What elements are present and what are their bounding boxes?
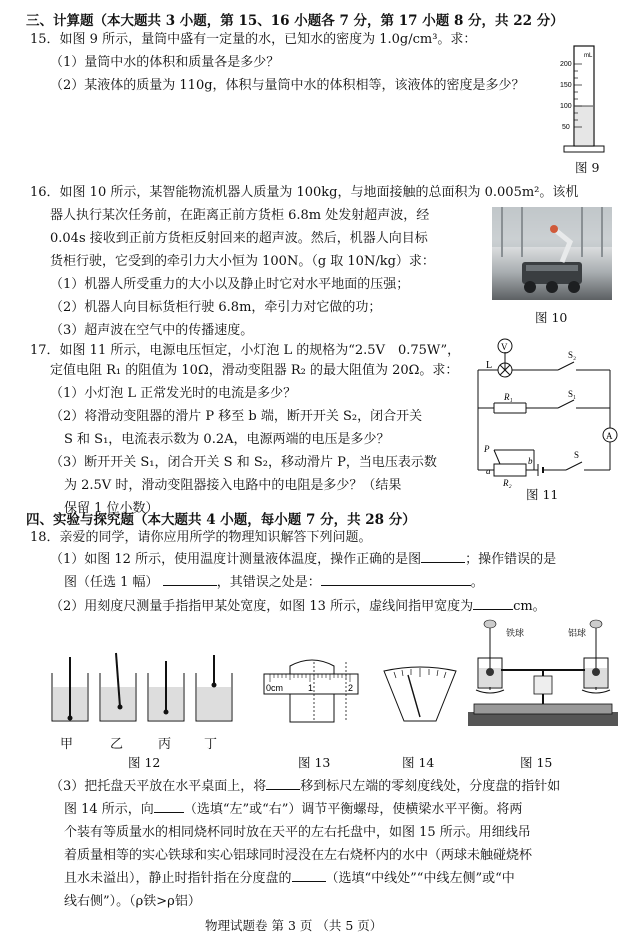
answer-blank-wrong-figure[interactable]	[163, 573, 217, 586]
cylinder-tick-200: 200	[560, 61, 572, 68]
section-3-title: 三、计算题（本大题共 3 小题，第 15、16 小题各 7 分，第 17 小题 8 分，共 22 分）	[26, 13, 564, 29]
ruler-two-label: 2	[348, 683, 354, 693]
q17-line2: 定值电阻 R₁ 的阻值为 10Ω，滑动变阻器 R₂ 的最大阻值为 20Ω。求：	[50, 363, 459, 378]
q17-sub1: （1）小灯泡 L 正常发光时的电流是多少？	[50, 386, 297, 401]
ruler-zero-label: 0cm	[266, 683, 284, 693]
switch-s2-label: S₂	[568, 350, 577, 360]
page-footer: 物理试题卷 第 3 页 （共 5 页）	[205, 918, 383, 933]
q16-line2: 器人执行某次任务前，在距离正前方货柜 6.8m 处发射超声波，经	[50, 208, 430, 223]
answer-blank-pointer[interactable]	[292, 869, 326, 882]
answer-blank-rider[interactable]	[266, 777, 300, 790]
answer-blank-correct-figure[interactable]	[421, 550, 465, 563]
q16-line3: 0.04s 接收到正前方货柜反射回来的超声波。然后，机器人向目标	[50, 231, 428, 246]
q16-line4: 货柜行驶，它受到的牵引力大小恒为 100N。（g 取 10N/kg）求：	[50, 254, 435, 269]
q18-sub3-line6: 线右侧”）。（ρ铁>ρ铝）	[64, 894, 201, 909]
ammeter-symbol: A	[606, 431, 613, 441]
slider-p-label: P	[484, 444, 490, 454]
q18-sub3-l1a: （3）把托盘天平放在水平桌面上，将	[50, 779, 267, 794]
ruler-finger-figure	[262, 660, 362, 728]
q18-sub3-l2b: （选填“左”或“右”）调节平衡螺母，使横梁水平平衡。将两	[183, 802, 523, 817]
lamp-label: L	[486, 360, 493, 371]
answer-blank-nail-width[interactable]	[473, 597, 513, 610]
beaker-label-bing: 丙	[158, 737, 172, 752]
q18-sub3-l1b: 移到标尺左端的零刻度线处，分度盘的指针如	[300, 779, 561, 794]
q18-sub3-l2a: 图 14 所示，向	[64, 802, 154, 817]
q18-sub1-line1	[50, 550, 556, 569]
q15-stem: 15．如图 9 所示，量筒中盛有一定量的水，已知水的密度为 1.0g/cm³。求：	[30, 32, 477, 47]
fig9-caption: 图 9	[575, 160, 600, 175]
ruler-one-label: 1	[308, 683, 314, 693]
switch-s-label: S	[574, 450, 580, 460]
q17-line1: 17．如图 11 所示，电源电压恒定，小灯泡 L 的规格为“2.5V 0.75W”，	[30, 343, 461, 358]
q18-sub3-line1	[50, 777, 560, 796]
q17-sub3a: （3）断开开关 S₁，闭合开关 S 和 S₂，移动滑片 P，当电压表示数	[50, 455, 437, 470]
cylinder-tick-100: 100	[560, 103, 572, 110]
q18-sub3-l5b: （选填“中线处”“中线左侧”或“中	[325, 871, 515, 886]
q18-sub1-line2	[64, 573, 484, 592]
q18-sub3-line2	[64, 800, 522, 819]
section-4-title: 四、实验与探究题（本大题共 4 小题，每小题 7 分，共 28 分）	[26, 512, 416, 528]
q16-sub1: （1）机器人所受重力的大小以及静止时它对水平地面的压强；	[50, 277, 410, 292]
q16-line1: 16．如图 10 所示，某智能物流机器人质量为 100kg，与地面接触的总面积为 0.005m²。该机	[30, 185, 579, 200]
r1-label: R₁	[504, 392, 513, 402]
balance-dial-figure	[380, 665, 460, 727]
fig14-caption: 图 14	[402, 755, 435, 770]
cylinder-tick-50: 50	[562, 124, 570, 131]
q18-sub1a: （1）如图 12 所示，使用温度计测量液体温度，操作正确的是图	[50, 552, 422, 567]
fig10-caption: 图 10	[535, 310, 568, 325]
q16-sub2: （2）机器人向目标货柜行驶 6.8m，牵引力对它做的功；	[50, 300, 382, 315]
q17-sub3b: 为 2.5V 时，滑动变阻器接入电路中的电阻是多少？（结果	[64, 478, 402, 493]
beaker-label-ding: 丁	[204, 737, 218, 752]
beaker-label-yi: 乙	[110, 737, 124, 752]
q18-sub1c: 图（任选 1 幅）	[64, 575, 159, 590]
fig11-caption: 图 11	[526, 487, 559, 502]
q18-sub2-line	[50, 597, 546, 616]
voltmeter-symbol: V	[501, 342, 508, 352]
terminal-a-label: a	[486, 466, 491, 476]
answer-blank-error-reason[interactable]	[321, 573, 471, 586]
switch-s1-label: S₁	[568, 389, 577, 399]
beaker-label-jia: 甲	[60, 737, 74, 752]
q18-sub2b: cm。	[513, 599, 546, 614]
balance-beakers-figure	[468, 620, 618, 730]
q18-sub3-l5a: 且水未溢出），静止时指针指在分度盘的	[64, 871, 292, 886]
q18-sub3-line3: 个装有等质量水的相同烧杯同时放在天平的左右托盘中，如图 15 所示。用细线吊	[64, 825, 531, 840]
q18-stem: 18．亲爱的同学，请你应用所学的物理知识解答下列问题。	[30, 530, 372, 545]
robot-photo	[492, 207, 612, 300]
fig15-caption: 图 15	[520, 755, 553, 770]
q18-sub1b: ；操作错误的是	[465, 552, 557, 567]
q17-sub2a: （2）将滑动变阻器的滑片 P 移至 b 端，断开开关 S₂，闭合开关	[50, 409, 423, 424]
graduated-cylinder-figure	[560, 44, 610, 159]
q16-sub3: （3）超声波在空气中的传播速度。	[50, 323, 254, 338]
q17-sub2b: S 和 S₁，电流表示数为 0.2A，电源两端的电压是多少？	[64, 432, 390, 447]
q15-sub2: （2）某液体的质量为 110g，体积与量筒中水的体积相等，该液体的密度是多少？	[50, 78, 525, 93]
q18-sub1d: ，其错误之处是：	[216, 575, 321, 590]
circuit-diagram	[470, 340, 620, 488]
r2-label: R₂	[503, 478, 512, 488]
q18-sub1e: 。	[470, 575, 484, 590]
thermometer-beakers-figure	[50, 655, 240, 735]
terminal-b-label: b	[528, 456, 533, 466]
q18-sub2a: （2）用刻度尺测量手指指甲某处宽度，如图 13 所示，虚线间指甲宽度为	[50, 599, 474, 614]
fig12-caption: 图 12	[128, 755, 161, 770]
q18-sub3-line4: 着质量相等的实心铁球和实心铝球同时浸没在左右烧杯内的水中（两球未触碰烧杯	[64, 848, 533, 863]
cylinder-unit: mL	[584, 53, 593, 59]
cylinder-tick-150: 150	[560, 82, 572, 89]
q17-sub3c: 保留 1 位小数）	[64, 501, 159, 516]
iron-ball-label: 铁球	[506, 628, 525, 638]
aluminum-ball-label: 铝球	[568, 628, 587, 638]
q15-sub1: （1）量筒中水的体积和质量各是多少？	[50, 55, 280, 70]
answer-blank-direction[interactable]	[154, 800, 184, 813]
q18-sub3-line5	[64, 869, 515, 888]
fig13-caption: 图 13	[298, 755, 331, 770]
